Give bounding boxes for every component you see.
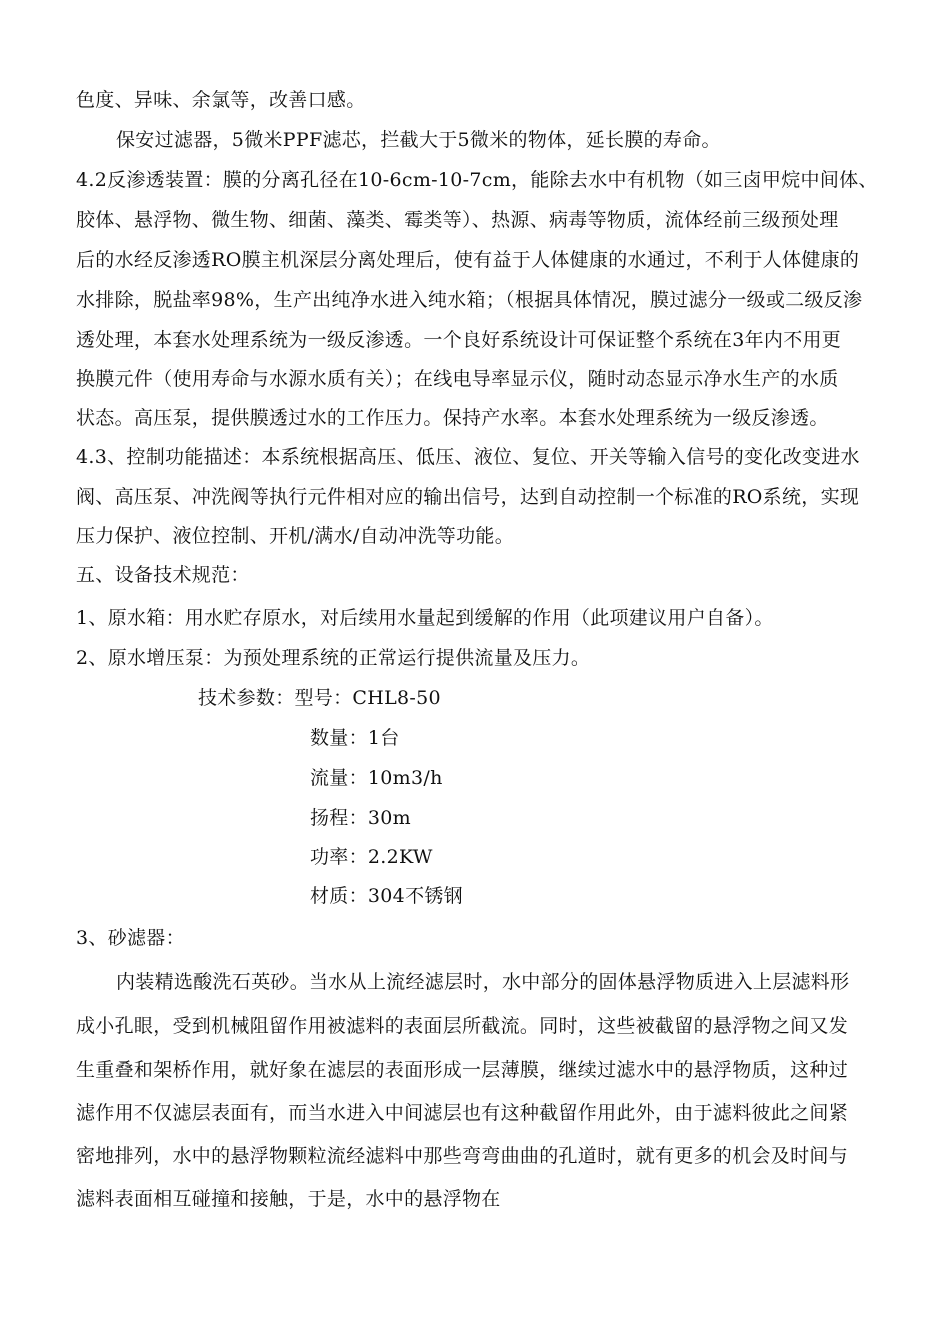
param-flow: 流量：10m3/h: [310, 767, 443, 789]
item-2-line: 2、原水增压泵：为预处理系统的正常运行提供流量及压力。: [76, 647, 591, 669]
param-quantity: 数量：1台: [310, 727, 400, 749]
text-line: 阀、高压泵、冲洗阀等执行元件相对应的输出信号，达到自动控制一个标准的RO系统，实现: [76, 486, 860, 508]
text-line: 水排除，脱盐率98%，生产出纯净水进入纯水箱；（根据具体情况，膜过滤分一级或二级反渗: [76, 289, 863, 311]
text-line: 后的水经反渗透RO膜主机深层分离处理后，使有益于人体健康的水通过，不利于人体健康的: [76, 249, 860, 271]
section-4-2-line: 4.2反渗透装置：膜的分离孔径在10-6cm-10-7cm，能除去水中有机物（如三卤甲烷中间体、: [76, 169, 878, 191]
text-line: 滤作用不仅滤层表面有，而当水进入中间滤层也有这种截留作用此外，由于滤料彼此之间紧: [76, 1102, 849, 1124]
text-line: 滤料表面相互碰撞和接触，于是，水中的悬浮物在: [76, 1188, 501, 1210]
section-4-3-line: 4.3、控制功能描述：本系统根据高压、低压、液位、复位、开关等输入信号的变化改变进水: [76, 446, 860, 468]
section-heading-5: 五、设备技术规范：: [76, 564, 250, 586]
text-line: 胶体、悬浮物、微生物、细菌、藻类、霉类等）、热源、病毒等物质，流体经前三级预处理: [76, 209, 839, 231]
text-line: 保安过滤器，5微米PPF滤芯，拦截大于5微米的物体，延长膜的寿命。: [116, 129, 721, 151]
param-power: 功率：2.2KW: [310, 846, 433, 868]
text-line: 成小孔眼，受到机械阻留作用被滤料的表面层所截流。同时，这些被截留的悬浮物之间又发: [76, 1015, 849, 1037]
item-3-title: 3、砂滤器：: [76, 927, 185, 949]
text-line: 压力保护、液位控制、开机/满水/自动冲洗等功能。: [76, 525, 515, 547]
text-line: 密地排列，水中的悬浮物颗粒流经滤料中那些弯弯曲曲的孔道时，就有更多的机会及时间与: [76, 1145, 849, 1167]
text-line: 色度、异味、余氯等，改善口感。: [76, 89, 366, 111]
params-heading: 技术参数：型号：CHL8-50: [198, 687, 441, 709]
text-line: 生重叠和架桥作用，就好象在滤层的表面形成一层薄膜，继续过滤水中的悬浮物质，这种过: [76, 1059, 849, 1081]
text-line: 状态。高压泵，提供膜透过水的工作压力。保持产水率。本套水处理系统为一级反渗透。: [76, 407, 829, 429]
item-1-line: 1、原水箱：用水贮存原水，对后续用水量起到缓解的作用（此项建议用户自备）。: [76, 607, 774, 629]
text-line: 内装精选酸洗石英砂。当水从上流经滤层时，水中部分的固体悬浮物质进入上层滤料形: [116, 971, 850, 993]
text-line: 透处理，本套水处理系统为一级反渗透。一个良好系统设计可保证整个系统在3年内不用更: [76, 329, 842, 351]
param-material: 材质：304不锈钢: [310, 885, 463, 907]
param-head: 扬程：30m: [310, 807, 411, 829]
text-line: 换膜元件（使用寿命与水源水质有关）；在线电导率显示仪，随时动态显示净水生产的水质: [76, 368, 839, 390]
